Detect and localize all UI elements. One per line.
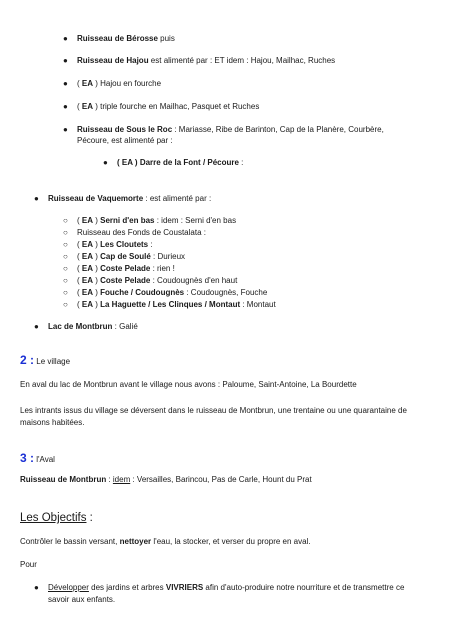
list-item: ( EA ) Hajou en fourche	[77, 79, 162, 88]
bullet-icon: ●	[63, 56, 68, 65]
paragraph: Pour	[20, 560, 37, 569]
list-item: Ruisseau des Fonds de Coustalata :	[77, 228, 206, 237]
circle-bullet-icon: ○	[63, 216, 68, 225]
section-heading: 2 : Le village	[20, 353, 71, 367]
paragraph: Ruisseau de Montbrun : idem : Versailles, Barincou, Pas de Carle, Hount du Prat	[20, 475, 312, 484]
list-item: ( EA ) Les Cloutets :	[77, 240, 153, 249]
circle-bullet-icon: ○	[63, 240, 68, 249]
list-item: Ruisseau de Vaquemorte : est alimenté par :	[48, 194, 212, 203]
bullet-icon: ●	[63, 125, 68, 134]
list-item: ( EA ) Fouche / Coudougnès : Coudougnès, Fouche	[77, 288, 268, 297]
list-item: ( EA ) Serni d'en bas : idem : Serni d'en bas	[77, 216, 237, 225]
bullet-icon: ●	[34, 194, 39, 203]
circle-bullet-icon: ○	[63, 252, 68, 261]
bullet-icon: ●	[63, 34, 68, 43]
circle-bullet-icon: ○	[63, 264, 68, 273]
list-item: Lac de Montbrun : Galié	[48, 322, 138, 331]
paragraph: En aval du lac de Montbrun avant le village nous avons : Paloume, Saint-Antoine, La Bourdette	[20, 380, 357, 389]
circle-bullet-icon: ○	[63, 276, 68, 285]
list-item: ( EA ) Coste Pelade : Coudougnès d'en haut	[77, 276, 238, 285]
paragraph: Les intrants issus du village se déversent dans le ruisseau de Montbrun, une trentaine ou une quarantaine de maisons habitées.	[20, 406, 407, 427]
list-item-continuation: savoir aux enfants.	[48, 595, 116, 604]
list-item: ( EA ) La Haguette / Les Clinques / Montaut : Montaut	[77, 300, 276, 309]
list-item-continuation: Pécoure, est alimenté par :	[77, 136, 173, 145]
bullet-icon: ●	[63, 102, 68, 111]
circle-bullet-icon: ○	[63, 288, 68, 297]
bullet-icon: ●	[63, 79, 68, 88]
list-item: ( EA ) Cap de Soulé : Durieux	[77, 252, 186, 261]
section-heading: 3 : l'Aval	[20, 451, 55, 465]
list-item: Ruisseau de Hajou est alimenté par : ET idem : Hajou, Mailhac, Ruches	[77, 56, 336, 65]
section-heading: Les Objectifs :	[20, 512, 93, 524]
paragraph: Contrôler le bassin versant, nettoyer l'eau, la stocker, et verser du propre en aval.	[20, 537, 311, 546]
list-item: ( EA ) Coste Pelade : rien !	[77, 264, 175, 273]
list-item: ( EA ) Darre de la Font / Pécoure :	[117, 158, 244, 167]
bullet-icon: ●	[103, 158, 108, 167]
circle-bullet-icon: ○	[63, 300, 68, 309]
list-item: Ruisseau de Bérosse puis	[77, 34, 175, 43]
list-item: Développer des jardins et arbres VIVRIERS afin d'auto-produire notre nourriture et de transmettre ce	[48, 583, 405, 592]
bullet-icon: ●	[34, 583, 39, 592]
list-item: ( EA ) triple fourche en Mailhac, Pasquet et Ruches	[77, 102, 260, 111]
bullet-icon: ●	[34, 322, 39, 331]
list-item: Ruisseau de Sous le Roc : Mariasse, Ribe de Barinton, Cap de la Planère, Courbère,	[77, 125, 384, 134]
circle-bullet-icon: ○	[63, 228, 68, 237]
